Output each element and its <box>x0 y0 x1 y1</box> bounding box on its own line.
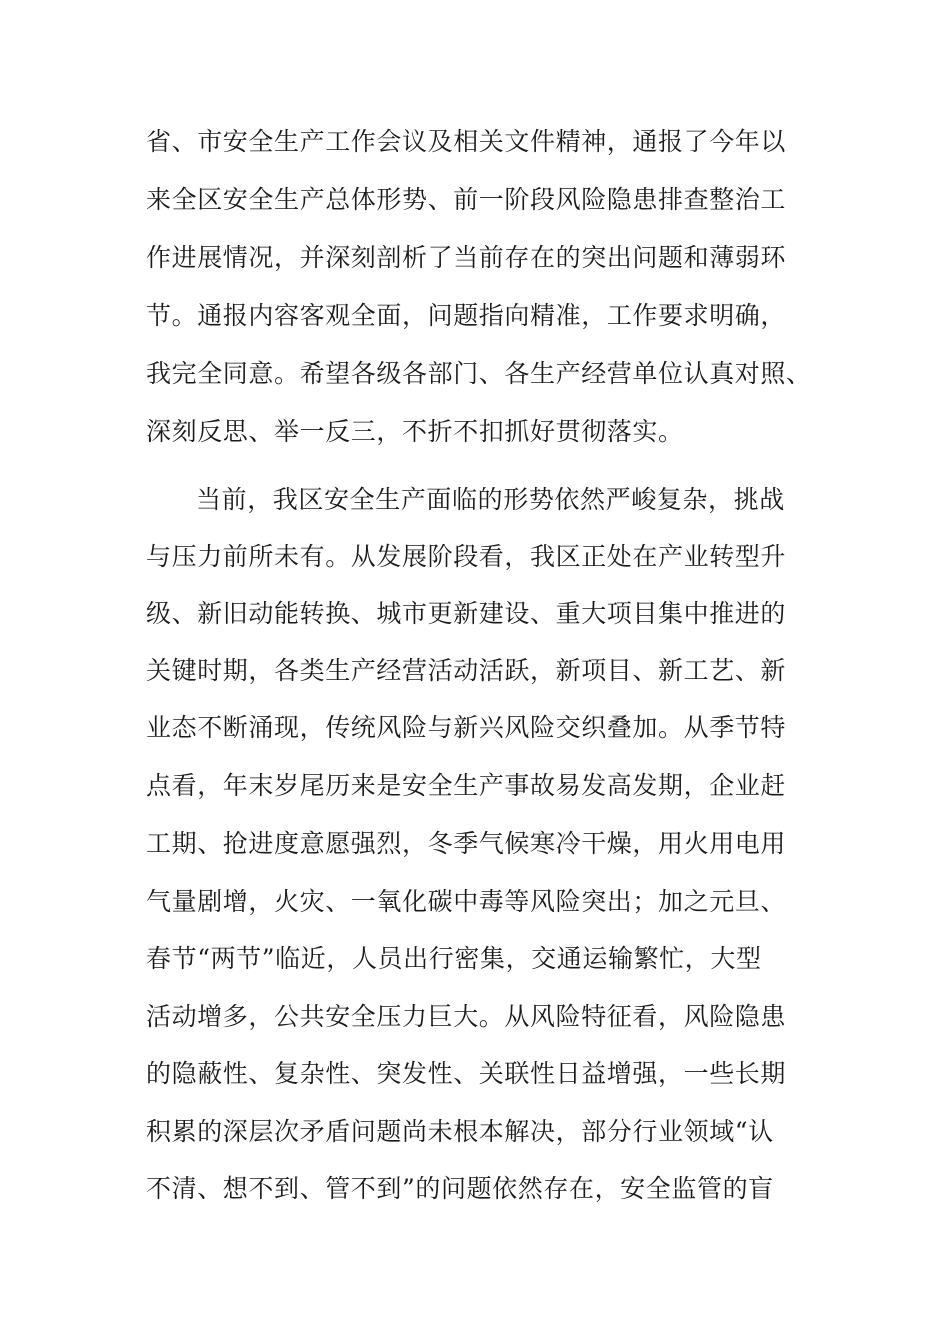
paragraph-2-line-7: 工期、抢进度意愿强烈，冬季气候寒冷干燥，用火用电用 <box>146 829 787 858</box>
paragraph-2-line-10: 活动增多，公共安全压力巨大。从风险特征看，风险隐患 <box>146 1002 787 1031</box>
paragraph-2-line-13: 不清、想不到、管不到”的问题依然存在，安全监管的盲 <box>146 1174 774 1203</box>
paragraph-2-line-8: 气量剧增，火灾、一氧化碳中毒等风险突出；加之元旦、 <box>146 887 787 916</box>
paragraph-1-line-1: 省、市安全生产工作会议及相关文件精神，通报了今年以 <box>146 127 787 156</box>
paragraph-2-line-11: 的隐蔽性、复杂性、突发性、关联性日益增强，一些长期 <box>146 1059 787 1088</box>
paragraph-1-line-4: 节。通报内容客观全面，问题指向精准，工作要求明确， <box>146 301 787 330</box>
paragraph-2-line-3: 级、新旧动能转换、城市更新建设、重大项目集中推进的 <box>146 599 787 628</box>
paragraph-1-line-6: 深刻反思、举一反三，不折不扣抓好贯彻落实。 <box>146 417 684 446</box>
paragraph-2-line-4: 关键时期，各类生产经营活动活跃，新项目、新工艺、新 <box>146 656 787 685</box>
paragraph-1-line-3: 作进展情况，并深刻剖析了当前存在的突出问题和薄弱环 <box>146 243 787 272</box>
paragraph-1-line-5: 我完全同意。希望各级各部门、各生产经营单位认真对照、 <box>146 359 812 388</box>
paragraph-2-line-6: 点看，年末岁尾历来是安全生产事故易发高发期，企业赶 <box>146 771 787 800</box>
paragraph-2-line-5: 业态不断涌现，传统风险与新兴风险交织叠加。从季节特 <box>146 713 787 742</box>
paragraph-2-line-1: 当前，我区安全生产面临的形势依然严峻复杂，挑战 <box>196 485 785 514</box>
paragraph-1-line-2: 来全区安全生产总体形势、前一阶段风险隐患排查整治工 <box>146 185 787 214</box>
paragraph-2-line-2: 与压力前所未有。从发展阶段看，我区正处在产业转型升 <box>146 542 787 571</box>
paragraph-2-line-9: 春节“两节”临近，人员出行密集，交通运输繁忙，大型 <box>146 944 762 973</box>
paragraph-2-line-12: 积累的深层次矛盾问题尚未根本解决，部分行业领域“认 <box>146 1117 774 1146</box>
